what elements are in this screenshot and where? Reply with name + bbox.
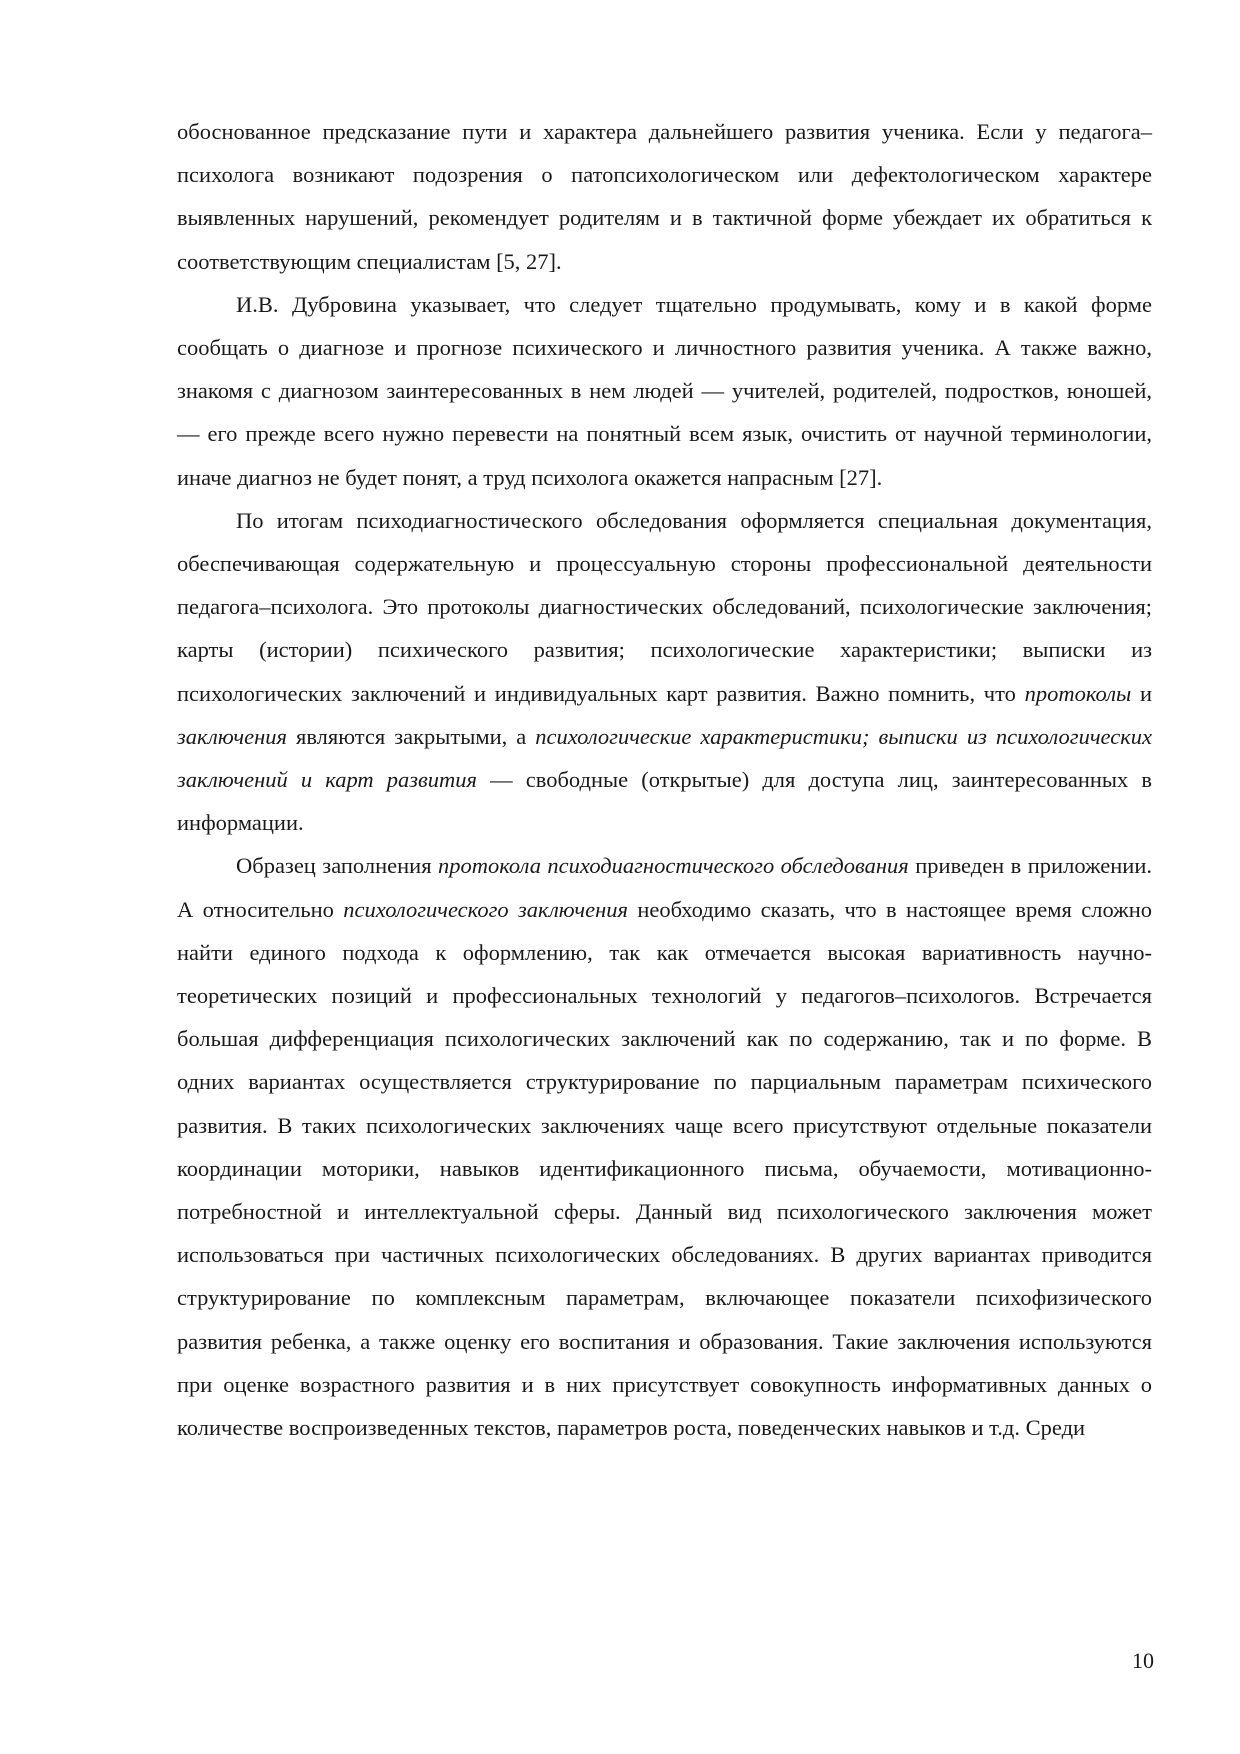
italic-term: заключения [177,723,287,749]
italic-term: психологического заключения [343,896,628,922]
italic-term: психологические характеристики; выписки из психологических заключений и карт развития [177,723,1152,793]
italic-term: протокола психодиагностического обследования [438,853,909,879]
paragraph-4 [177,844,1152,1449]
italic-term: протоколы [1024,680,1132,706]
text-segment: Образец заполнения [236,853,439,879]
paragraph-3 [177,499,1152,845]
document-body [177,110,1152,1449]
text-segment: приведен в приложении. А относительно [177,853,1152,922]
text-segment: и [1131,680,1152,706]
text-segment: обоснованное предсказание пути и характера дальнейшего развития ученика. Если у педагога–психолога возникают подозрения о патопсихологическом или дефектологическом характере выявленных нарушений, рекомендует родителям и в тактичной форме убеждает их обратиться к соответствующим специалистам [5, 27]. [177,119,1152,274]
paragraph-1 [177,110,1152,283]
text-segment: По итогам психодиагностического обследования оформляется специальная документация, обеспечивающая содержательную и процессуальную стороны профессиональной деятельности педагога–психолога. Это протоколы диагностических обследований, психологические заключения; карты (истории) психического развития; психологические характеристики; выписки из психологических заключений и индивидуальных карт развития. Важно помнить, что [177,507,1152,706]
text-segment: И.В. Дубровина указывает, что следует тщательно продумывать, кому и в какой форме сообщать о диагнозе и прогнозе психического и личностного развития ученика. А также важно, знакомя с диагнозом заинтересованных в нем людей — учителей, родителей, подростков, юношей, — его прежде всего нужно перевести на понятный всем язык, очистить от научной терминологии, иначе диагноз не будет понят, а труд психолога окажется напрасным [27]. [177,291,1152,490]
page-number: 10 [1132,1648,1154,1673]
text-segment: необходимо сказать, что в настоящее время сложно найти единого подхода к оформлению, так как отмечается высокая вариативность научно-теоретических позиций и профессиональных технологий у педагогов–психологов. Встречается большая дифференциация психологических заключений как по содержанию, так и по форме. В одних вариантах осуществляется структурирование по парциальным параметрам психического развития. В таких психологических заключениях чаще всего присутствуют отдельные показатели координации моторики, навыков идентификационного письма, обучаемости, мотивационно-потребностной и интеллектуальной сферы. Данный вид психологического заключения может использоваться при частичных психологических обследованиях. В других вариантах приводится структурирование по комплексным параметрам, включающее показатели психофизического развития ребенка, а также оценку его воспитания и образования. Такие заключения используются при оценке возрастного развития и в них присутствует совокупность информативных данных о количестве воспроизведенных текстов, параметров роста, поведенческих навыков и т.д. Среди [177,896,1152,1441]
paragraph-2 [177,283,1152,499]
text-segment: являются закрытыми, а [286,723,536,749]
text-segment: — свободные (открытые) для доступа лиц, заинтересованных в информации. [177,767,1152,836]
